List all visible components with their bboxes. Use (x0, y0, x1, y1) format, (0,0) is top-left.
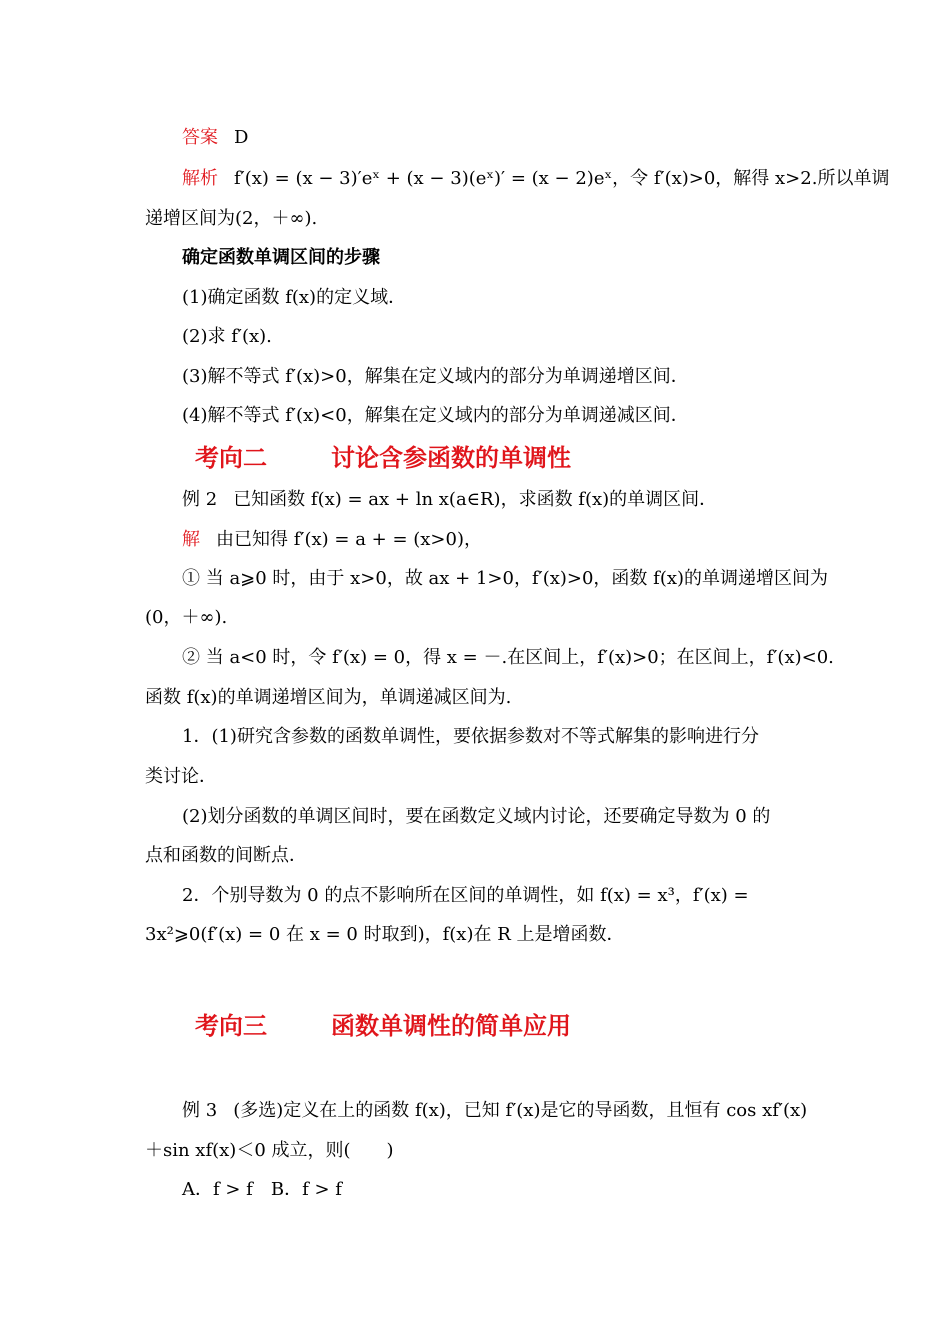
steps-title: 确定函数单调区间的步骤 (182, 247, 380, 268)
solution-label: 解 (182, 529, 200, 550)
analysis-formula: f′(x) = (x − 3)′eˣ + (x − 3)(eˣ)′ = (x − 2)eˣ (234, 168, 613, 189)
note2-line: 2．个别导数为 0 的点不影响所在区间的单调性，如 f(x) = x³，f′(x) = (182, 885, 749, 906)
example3-continuation: ＋sin xf(x)＜0 成立，则( ) (145, 1140, 394, 1161)
example3-line (182, 1099, 810, 1123)
step-item: (4)解不等式 f′(x)<0，解集在定义域内的部分为单调递减区间． (182, 405, 689, 426)
note1-line: 1．(1)研究含参数的函数单调性，要依据参数对不等式解集的影响进行分 (182, 726, 759, 747)
section-heading (195, 1011, 571, 1041)
case2-line: ② 当 a<0 时，令 f′(x) = 0，得 x = －.在区间上，f′(x)>0；在区间上，f′(x)<0. (182, 647, 834, 668)
section-tag: 考向三 (195, 1011, 267, 1040)
step-item: (1)确定函数 f(x)的定义域． (182, 287, 407, 308)
section-tag: 考向二 (195, 443, 267, 472)
note1-continuation: 类讨论． (145, 766, 217, 787)
step-item: (2)求 f′(x). (182, 326, 272, 347)
answer-label: 答案 (182, 127, 218, 148)
analysis-label: 解析 (182, 168, 218, 189)
analysis-line (182, 167, 890, 191)
answer-line (182, 126, 810, 150)
analysis-continuation: 递增区间为(2，＋∞). (145, 208, 318, 229)
example-question: 已知函数 f(x) = ax + ln x(a∈R)，求函数 f(x)的单调区间． (233, 489, 718, 510)
case1-line: ① 当 a⩾0 时，由于 x>0，故 ax + 1>0，f′(x)>0，函数 f(x)的单调递增区间为 (182, 568, 829, 589)
example3-text: (多选)定义在上的函数 f(x)，已知 f′(x)是它的导函数，且恒有 cos xf′(x) (233, 1100, 808, 1121)
note1b-continuation: 点和函数的间断点． (145, 845, 307, 866)
section-heading (195, 443, 571, 473)
answer-value: D (234, 127, 249, 148)
analysis-text: ，令 f′(x)>0，解得 x>2.所以单调 (612, 168, 890, 189)
section-title: 函数单调性的简单应用 (331, 1011, 571, 1040)
note2-continuation: 3x²⩾0(f′(x) = 0 在 x = 0 时取到)，f(x)在 R 上是增函数． (145, 924, 625, 945)
example2-question (182, 488, 810, 512)
example3-options: A．f > f B．f > f (182, 1179, 342, 1200)
solution-text: 由已知得 f′(x) = a + = (x>0)， (216, 529, 482, 550)
example-label: 例 3 (182, 1100, 218, 1121)
case2-continuation: 函数 f(x)的单调递增区间为，单调递减区间为. (145, 687, 512, 708)
section-title: 讨论含参函数的单调性 (331, 443, 571, 472)
note1b-line: (2)划分函数的单调区间时，要在函数定义域内讨论，还要确定导数为 0 的 (182, 806, 771, 827)
example2-solution (182, 528, 810, 552)
case1-continuation: (0，＋∞). (145, 607, 228, 628)
example-label: 例 2 (182, 489, 218, 510)
step-item: (3)解不等式 f′(x)>0，解集在定义域内的部分为单调递增区间． (182, 366, 689, 387)
